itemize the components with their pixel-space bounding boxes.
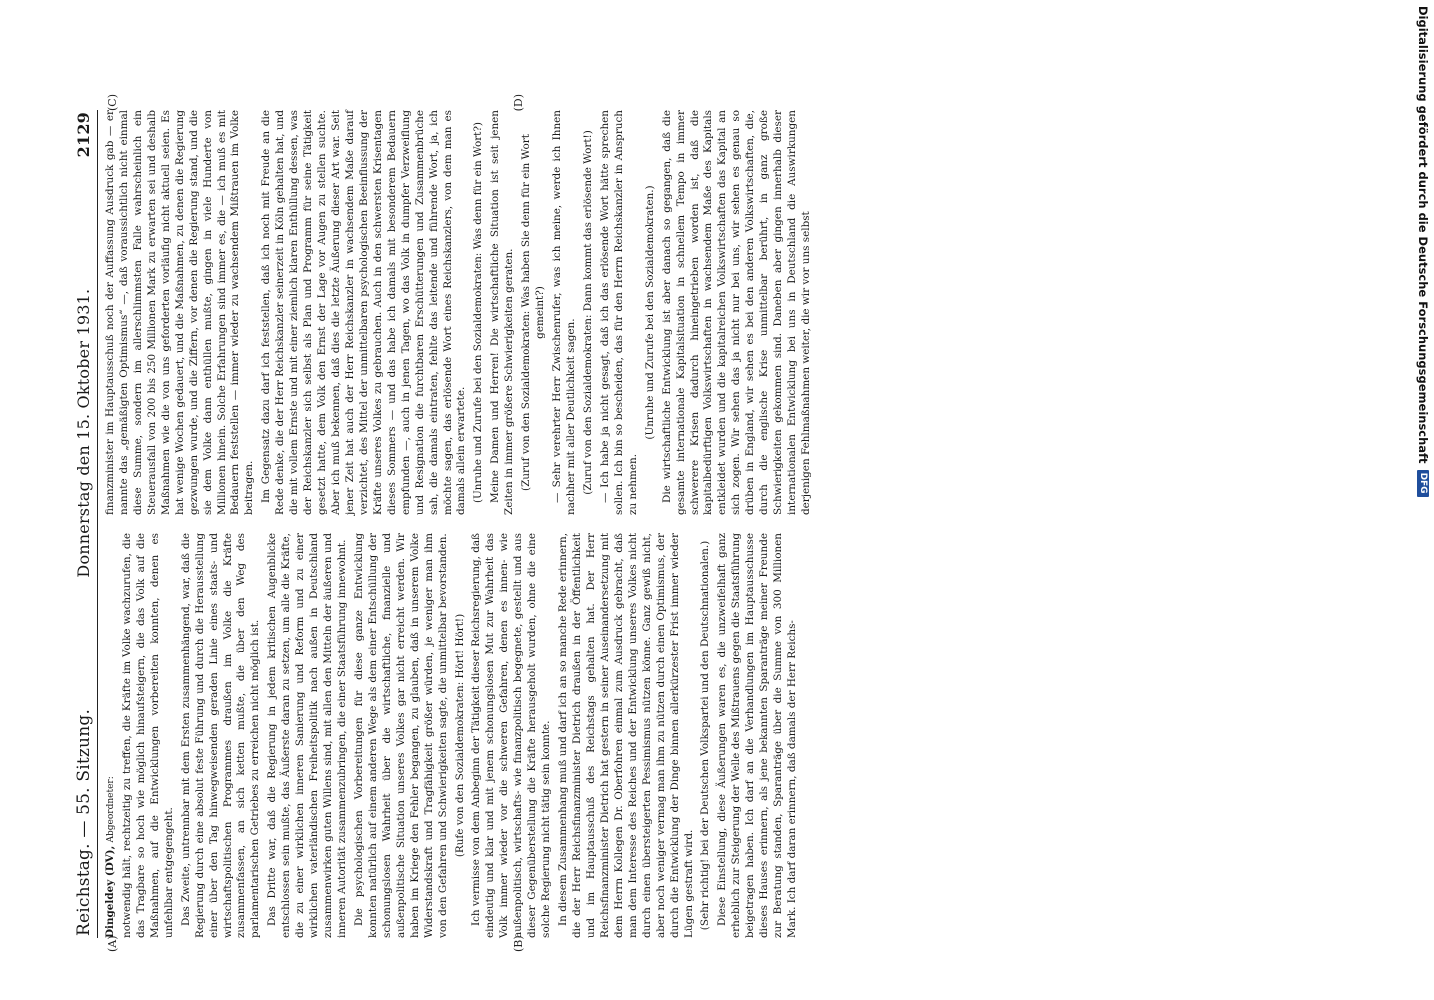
column-left (104, 533, 817, 938)
col1-paragraph-6: In diesem Zusammenhang muß und darf ich an so manche Rede erinnern, die der Herr Reichsfinanzminister Dietrich draußen in der Öffentlichkeit und im Hauptausschuß des Reichstags gehalten hat. Der Herr Reichsfinanzminister Dietrich hat gestern in seiner Auseinandersetzung mit dem Herrn Kollegen Dr. Oberfohren einmal zum Ausdruck gebracht, daß man dem Interesse des Reiches und der Entwicklung unseres Volkes nicht durch einen übersteigerten Pessimismus nützen könne. Ganz gewiß nicht, aber noch weniger vermag man ihm zu nützen durch einen Optimismus, der durch die Entwicklung der Dinge binnen allerkürzester Frist immer wieder Lügen gestraft wird. (557, 533, 695, 938)
col2-interjection-1: (Unruhe und Zurufe bei den Sozialdemokraten: Was denn für ein Wort?) (472, 122, 485, 503)
col2-paragraph-3: Meine Damen und Herren! Die wirtschaftliche Situation ist seit jenen Zeiten in immer größere Schwierigkeiten geraten. (489, 110, 516, 515)
text-columns (104, 94, 817, 952)
funding-stamp (1412, 6, 1434, 994)
column-right (104, 110, 817, 515)
col1-paragraph-1: notwendig hält, rechtzeitig zu treffen, die Kräfte im Volke wachzurufen, die das Tragbare so hoch wie möglich hinaufsteigern, die das Volk auf die Maßnahmen, auf die Entwicklungen vorbereiten konnten, denen es unfehlbar entgegengeht. (120, 533, 175, 938)
margin-mark-c: (C) (106, 94, 119, 111)
funding-stamp-text-row (1412, 6, 1434, 994)
margin-mark-b: (B) (512, 935, 525, 952)
document-page (64, 96, 1124, 952)
rotated-page-scan (64, 96, 1124, 952)
header-left: Reichstag. — 55. Sitzung. (74, 708, 94, 936)
col2-paragraph-1: finanzminister im Hauptausschuß noch der Auffassung Ausdruck gab — er nannte das „gemäßigten Optimismus“ —, daß voraussichtlich nicht einmal diese Summe, sondern im allerschlimmsten Falle wahrscheinlich ein Steuerausfall von 200 bis 250 Millionen Mark zu erwarten sei und deshalb Maßnahmen wie die von uns geforderten vorläufig nicht aktuell seien. Es hat wenige Wochen gedauert, und die Maßnahmen, zu denen die Regierung gezwungen wurde, und die Ziffern, vor denen die Regierung stand, und die sie dem Volke dann enthüllen mußte, gingen in viele Hunderte von Millionen hinein. Solche Erfahrungen sind immer es, die — ich muß es mit Bedauern feststellen — immer wieder zu wachsendem Mißtrauen im Volke beitragen. (104, 110, 256, 515)
col1-interjection-1: (Rufe von den Sozialdemokraten: Hört! Hört!) (453, 613, 466, 858)
header-date: Donnerstag den 15. Oktober 1931. (74, 288, 93, 578)
col2-interjection-2: (Zuruf von den Sozialdemokraten: Was haben Sie denn für ein Wort gemeint?) (520, 134, 547, 491)
page-header (74, 110, 98, 938)
col1-paragraph-4: Die psychologischen Vorbereitungen für diese ganze Entwicklung konnten natürlich auf einem anderen Wege als dem einer Entschüllung der schonungslosen Wahrheit über die wirtschaftliche, finanzielle und außenpolitische Situation unseres Volkes gar nicht erreicht werden. Wir haben im Kriege den Fehler begangen, zu glauben, daß in unserem Volke Widerstandskraft und Tragfähigkeit größer würden, je weniger man ihm von den Gefahren und Schwierigkeiten sagte, die unmittelbar bevorstanden. (352, 533, 449, 938)
col1-interjection-2: (Sehr richtig! bei der Deutschen Volkspartei und den Deutschnationalen.) (699, 540, 712, 931)
funding-stamp-text: Digitalisierung gefördert durch die Deutsche Forschungsgemeinschaft (1416, 6, 1430, 464)
speaker-line (104, 533, 118, 938)
col2-paragraph-5: — Ich habe ja nicht gesagt, daß ich das erlösende Wort hätte sprechen sollen. Ich bin so bescheiden, das für den Herrn Reichskanzler in Anspruch zu nehmen. (598, 110, 639, 515)
page-number: 2129 (74, 112, 93, 158)
col2-interjection-3: (Zuruf von den Sozialdemokraten: Dann kommt das erlösende Wort!) (581, 130, 594, 495)
speaker-note: Abgeordneter: (106, 776, 116, 843)
col2-paragraph-6: Die wirtschaftliche Entwicklung ist aber danach so gegangen, daß die gesamte internationale Kapitalsituation in schnellem Tempo in immer schwerere Krisen dadurch hineingetrieben worden ist, daß die kapitalbedürftigen Volkswirtschaften in wachsendem Maße des Kapitals entkleidet wurden und die kapitalreichen Volkswirtschaften das Kapital an sich zogen. Wir sehen das ja nicht nur bei uns, wir sehen es genau so drüben in England, wir sehen es bei den anderen Volkswirtschaften, die, durch die englische Krise unmittelbar berührt, in ganz große Schwierigkeiten gekommen sind. Daneben aber gingen innerhalb dieser internationalen Entwicklung bei uns in Deutschland die Auswirkungen derjenigen Fehlmaßnahmen weiter, die wir vor uns selbst (660, 110, 812, 515)
speaker-name: Dingeldey (DV), (104, 845, 116, 938)
col2-interjection-4: (Unruhe und Zurufe bei den Sozialdemokraten.) (643, 185, 656, 440)
col2-paragraph-2: Im Gegensatz dazu darf ich feststellen, daß ich noch mit Freude an die Rede denke, die der Herr Reichskanzler seinerzeit in Köln gehalten hat, und die mit vollem Ernste und mit einer ziemlich klaren Enthüllung dessen, was der Reichskanzler sich selbst als Plan und Programm für seine Tätigkeit gesetzt hatte, dem Volk den Ernst der Lage vor Augen zu stellen suchte. Aber ich muß bekennen, daß dies die letzte Äußerung dieser Art war. Seit jener Zeit hat auch der Herr Reichskanzler in wachsendem Maße darauf verzichtet, des Mittel der unmittelbaren psychologischen Beeinflussung der Kräfte unseres Volkes zu gebrauchen. Auch in den schwersten Krisentagen dieses Sommers — und das habe ich damals mit besonderem Bedauern empfunden —, auch in jenen Tagen, wo das Volk in dumpfer Verzweiflung und Resignation die furchtbaren Erschütterungen und Zusammenbrüche sah, die damals eintraten, fehlte das leitende und führende Wort, ja, ich möchte sagen, das erlösende Wort eines Reichskanzlers, von dem man es damals allein erwartete. (260, 110, 468, 515)
col1-paragraph-5: Ich vermisse von dem Anbeginn der Tätigkeit dieser Reichsregierung, daß eindeutig und klar und mit jenem schonungslosen Mut zur Wahrheit das Volk immer wieder vor die schweren Gefahren, denen es innen- wie außenpolitisch, wirtschafts- wie finanzpolitisch begegnete, gestellt und aus dieser Gegenüberstellung die Kräfte herausgeholt wurden, ohne die eine solche Regierung nicht tätig sein konnte. (470, 533, 553, 938)
col2-paragraph-4: — Sehr verehrter Herr Zwischenrufer, was ich meine, werde ich Ihnen nachher mit aller Deutlichkeit sagen. (551, 110, 577, 515)
dfg-logo: DFG (1417, 470, 1429, 497)
col1-paragraph-7: Diese Einstellung, diese Äußerungen waren es, die unzweifelhaft ganz erheblich zur Steigerung der Welle des Mißtrauens gegen die Staatsführung beigetragen haben. Ich darf an die Verhandlungen im Hauptausschusse dieses Hauses erinnern, als jene bekannten Sparanträge meiner Freunde zur Beratung standen, Sparanträge über die Summe von 300 Millionen Mark. Ich darf daran erinnern, daß damals der Herr Reichs- (716, 533, 799, 938)
col1-paragraph-2: Das Zweite, untrennbar mit dem Ersten zusammenhängend, war, daß die Regierung durch eine absolut feste Führung und durch die Herausstellung einer über den Tag hinwegweisenden geraden Linie eines staats- und wirtschaftspolitischen Programmes draußen im Volke die Kräfte zusammenfassen, an sich ketten mußte, die über den Weg des parlamentarischen Getriebes zu erreichen nicht möglich ist. (179, 533, 262, 938)
col1-paragraph-3: Das Dritte war, daß die Regierung in jedem kritischen Augenblicke entschlossen sein mußte, das Äußerste daran zu setzen, um alle die Kräfte, die zu einer wirklichen inneren Sanierung und Reform und zu einer wirklichen vaterländischen Freiheitspolitik nach außen in Deutschland zusammenwirken guten Willens sind, mit allen den Mitteln der äußeren und inneren Autorität zusammenzubringen, die einer Staatsführung innewohnt. (266, 533, 348, 938)
margin-mark-d: (D) (512, 94, 525, 112)
margin-mark-a: (A) (106, 935, 119, 952)
